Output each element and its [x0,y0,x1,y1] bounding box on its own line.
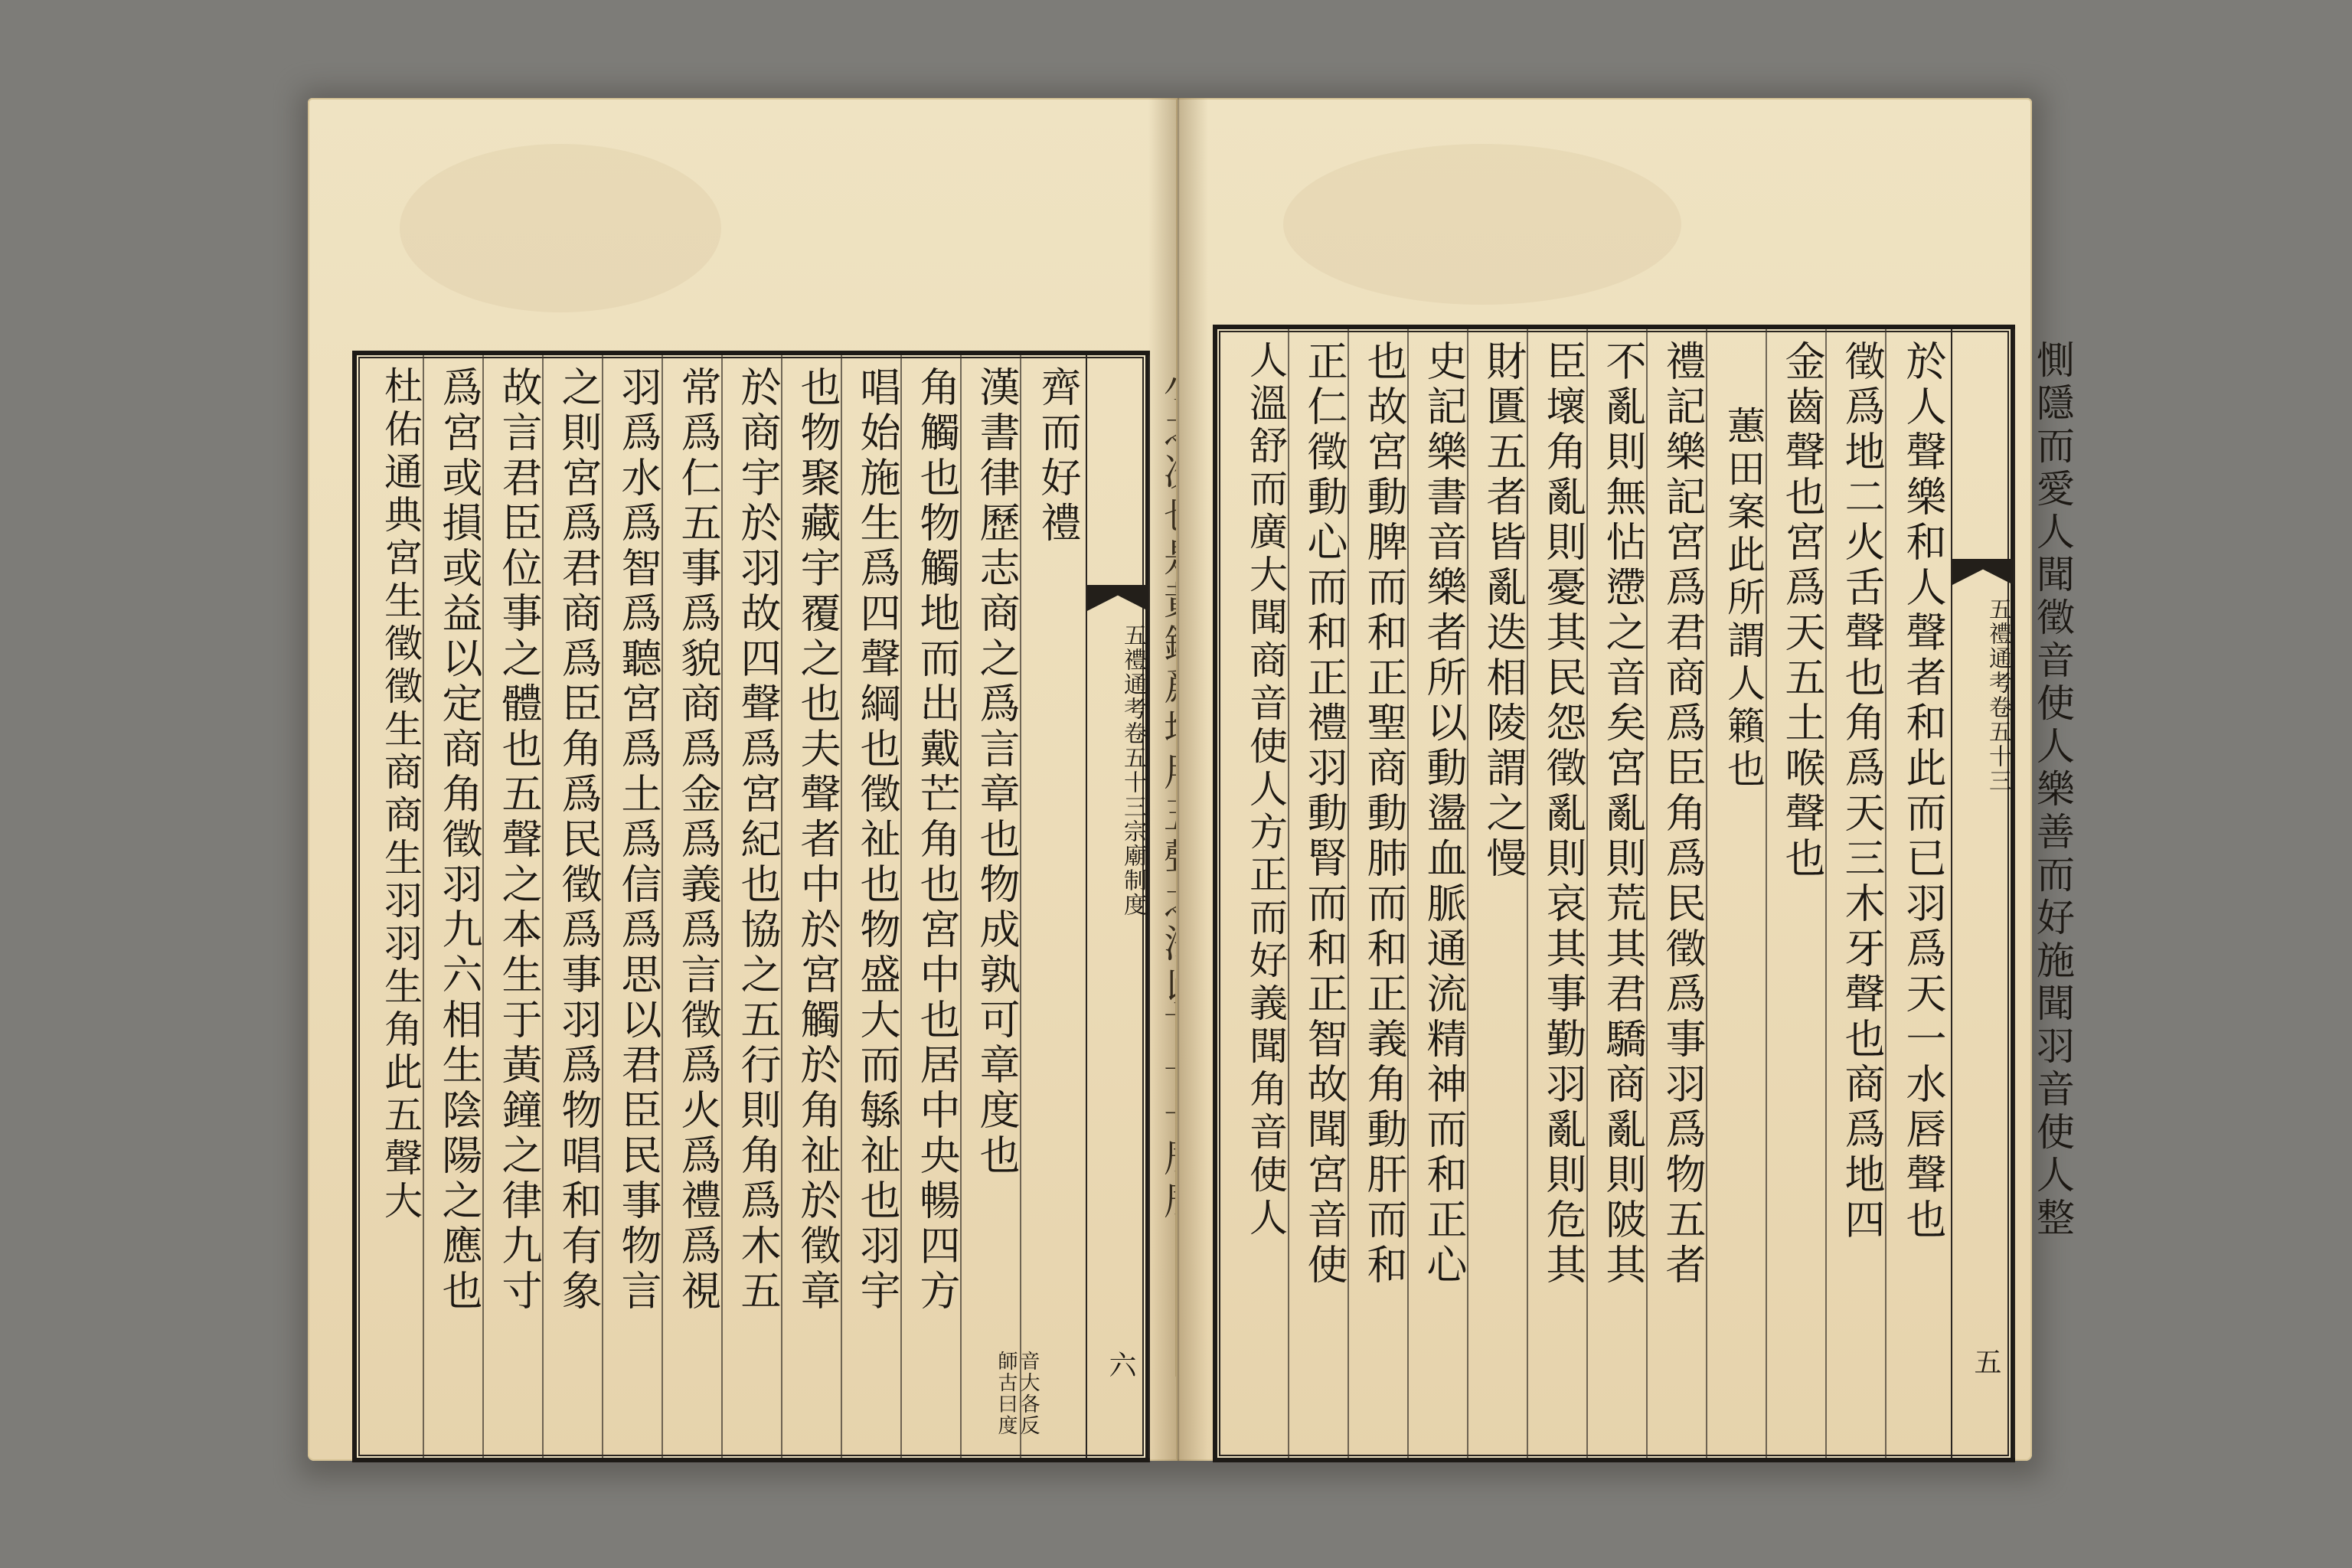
column-rule [1646,329,1648,1458]
left-text-frame [352,351,1150,1462]
left-page [308,98,1178,1461]
column-rule [423,355,424,1458]
right-text-column: 金齒聲也宮爲天五土喉聲也 [1779,340,1825,882]
column-rule [1586,329,1588,1458]
column-rule [1348,329,1349,1458]
left-text-column: 也物聚藏宇覆之也夫聲者中於宮觸於角祉於徵章 [794,366,841,1315]
left-text-column: 常爲仁五事爲貌商爲金爲義爲言徵爲火爲禮爲視 [675,366,721,1315]
column-rule [721,355,723,1458]
left-page-number: 六 [1105,1351,1136,1378]
column-rule [781,355,782,1458]
right-fold-label: 五禮通考卷五十三 [1984,597,2011,793]
right-text-column: 史記樂書音樂者所以動盪血脈通流精神而和正心 [1420,340,1467,1289]
fishtail-mark [1952,559,2014,585]
right-text-column: 也故宮動脾而和正聖商動肺而和正義角動肝而和 [1361,340,1407,1289]
left-fold-strip [1086,355,1150,1458]
left-text-column: 爲宮或損或益以定商角徵羽九六相生陰陽之應也 [436,366,482,1315]
column-rule [1288,329,1289,1458]
left-text-column: 之則宮爲君商爲臣角爲民徵爲事羽爲物唱和有象 [555,366,602,1315]
column-rule [1885,329,1886,1458]
column-rule [1706,329,1707,1458]
left-text-column: 齊而好禮 [1034,366,1081,547]
left-text-column: 唱始施生爲四聲綱也徵祉也物盛大而緐祉也羽宇 [854,366,900,1315]
right-text-frame [1213,325,2075,1462]
column-rule [1527,329,1528,1458]
right-page [1176,98,2075,1461]
column-rule [1407,329,1409,1458]
left-text-column: 故言君臣位事之體也五聲之本生于黃鐘之律九寸 [495,366,542,1315]
column-rule [602,355,603,1458]
paper-stain [400,144,721,312]
left-text-column: 角觸也物觸地而出戴芒角也宮中也居中央暢四方 [913,366,960,1315]
left-text-column: 於商宇於羽故四聲爲宮紀也協之五行則角爲木五 [734,366,781,1315]
column-rule [482,355,484,1458]
right-text-column: 人溫舒而廣大聞商音使人方正而好義聞角音使人 [1243,340,1288,1240]
column-rule [662,355,663,1458]
right-text-column: 徵爲地二火舌聲也角爲天三木牙聲也商爲地四 [1838,340,1885,1243]
right-text-column: 財匱五者皆亂迭相陵謂之慢 [1480,340,1527,882]
right-text-column: 蕙田案此所謂人籟也 [1721,406,1766,792]
column-rule [542,355,544,1458]
column-rule [960,355,962,1458]
left-text-column: 漢書律歷志商之爲言章也物成孰可章度也 [973,366,1020,1179]
right-page-number: 五 [1970,1348,2001,1375]
column-rule [1766,329,1767,1458]
right-text-column: 正仁徵動心而和正禮羽動腎而和正智故聞宮音使 [1301,340,1348,1289]
right-text-column: 禮記樂記宮爲君商爲臣角爲民徵爲事羽爲物五者 [1659,340,1706,1289]
column-rule [1467,329,1468,1458]
right-text-column: 惻隱而愛人聞徵音使人樂善而好施聞羽音使人整 [2030,340,2075,1240]
right-text-column: 不亂則無怗懘之音矣宮亂則荒其君驕商亂則陂其 [1599,340,1646,1289]
left-text-column: 羽爲水爲智爲聽宮爲土爲信爲思以君臣民事物言 [615,366,662,1315]
column-rule [841,355,842,1458]
right-fold-strip [1951,329,2015,1458]
right-text-column: 於人聲樂和人聲者和此而已羽爲天一水唇聲也 [1900,340,1946,1243]
left-annotation: 師古曰度 [995,1351,1018,1436]
paper-stain [1283,144,1681,305]
column-rule [1020,355,1021,1458]
fishtail-mark [1087,585,1148,611]
column-rule [900,355,902,1458]
column-rule [1825,329,1827,1458]
left-annotation: 音大各反 [1017,1351,1040,1436]
left-text-column: 杜佑通典宮生徵徵生商商生羽羽生角此五聲大 [378,366,423,1223]
book-gutter [1148,98,1208,1461]
left-fold-label: 五禮通考卷五十三宗廟制度 [1119,623,1146,917]
right-text-column: 臣壞角亂則憂其民怨徵亂則哀其事勤羽亂則危其 [1540,340,1586,1289]
